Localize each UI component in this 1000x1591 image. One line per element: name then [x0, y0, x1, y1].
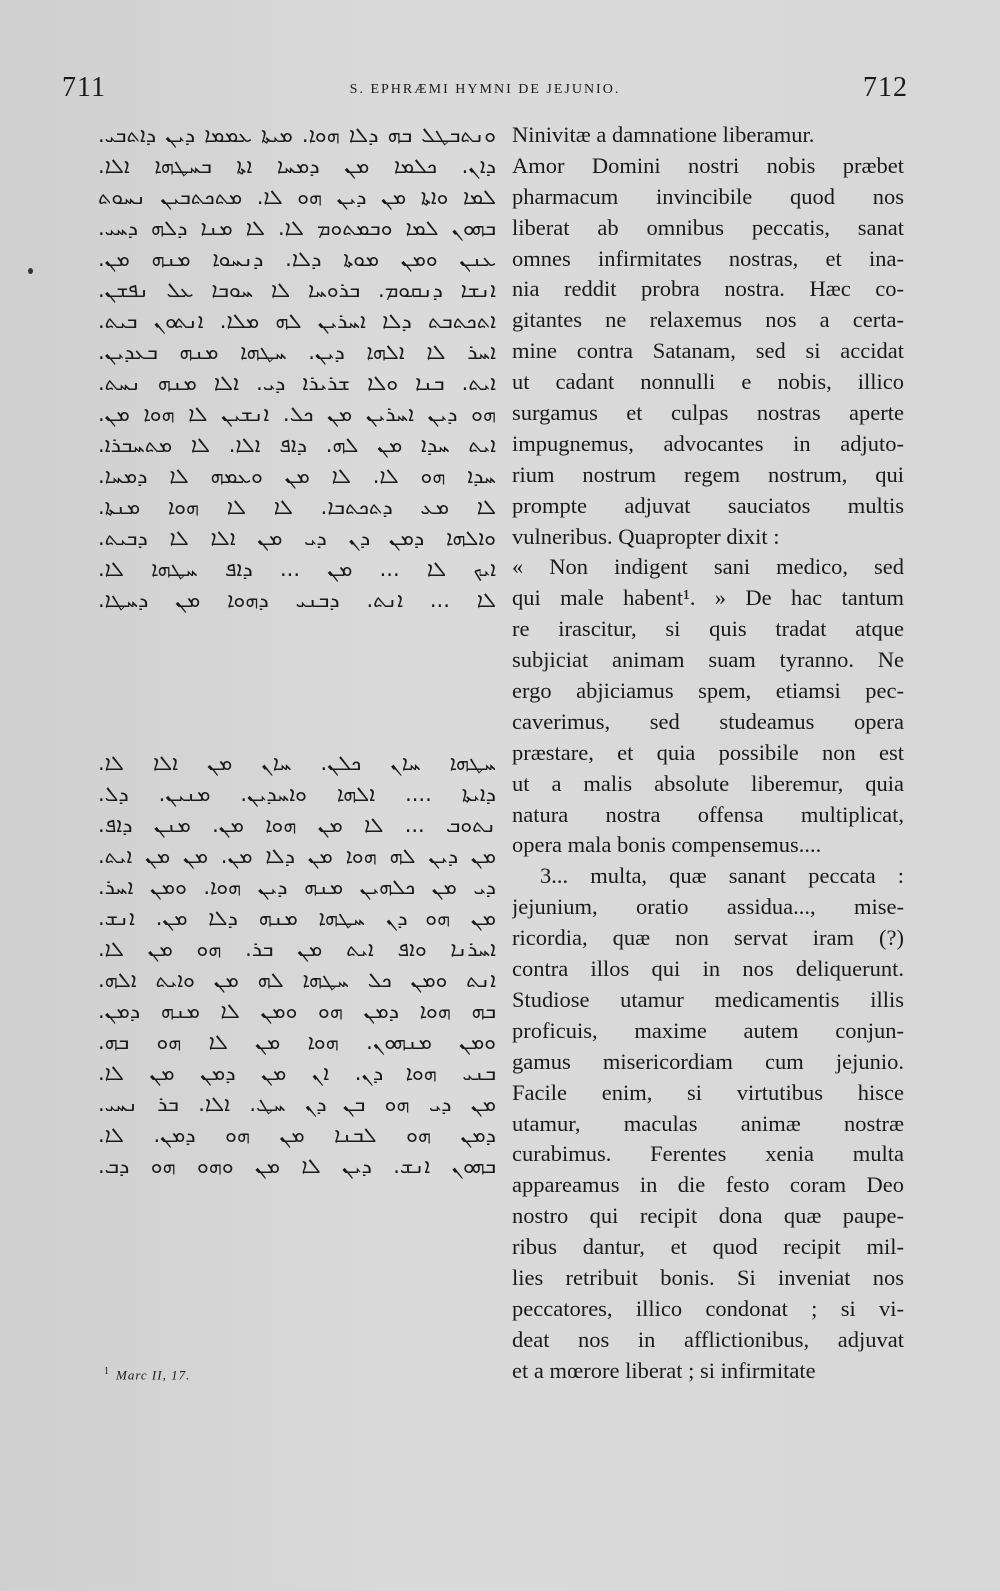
latin-line: omnes infirmitates nostras, et ina- [512, 245, 904, 271]
latin-line: mine contra Satanam, sed si accidat [512, 338, 904, 364]
latin-line: ut cadant nonnulli e nobis, illico [512, 369, 904, 395]
footnote [104, 1366, 190, 1383]
syriac-line: ܡܢ ܕܝܢ ܠܗ ܗܘܐ ܡܢ ܕܠܐ ܡܢ. ܡܢ ܡܢ ܐܝܬ. [98, 844, 496, 868]
syriac-line: ܢܬܘܒ ... ܠܐ ܡܢ ܗܘܐ ܡܢ. ܡܢܢ ܕܐܦ. [98, 813, 496, 837]
syriac-line: ܘܡܢ ܡܢܗܘܢ. ܗܘܐ ܡܢ ܠܐ ܗܘ ܒܗ. [98, 1030, 496, 1054]
latin-line: præstare, et quia possibile non est [512, 739, 904, 765]
ink-speck [28, 268, 33, 274]
latin-column [512, 120, 904, 1387]
footnote-text: Marc II, 17. [116, 1367, 191, 1383]
latin-line: contra illos qui in nos deliquerunt. [512, 956, 904, 982]
page-number-left: 711 [62, 72, 106, 103]
latin-line: 3... multa, quæ sanant peccata : [540, 863, 904, 889]
latin-line: caverimus, sed studeamus opera [512, 708, 904, 734]
syriac-line: ܐܚܪܢܐ ܘܐܦ ܐܝܬ ܡܢ ܒܪ. ܗܘ ܡܢ ܠܐ. [98, 937, 496, 961]
latin-line: jejunium, oratio assidua..., mise- [512, 894, 904, 920]
syriac-line: ܕܡܢ ܗܘ ܠܒܢܐ ܡܢ ܗܘ ܕܡܢ. ܠܐ. [98, 1123, 496, 1147]
syriac-column [98, 120, 496, 1182]
latin-line: Facile enim, si virtutibus hisce [512, 1079, 904, 1105]
syriac-line: ܗܘ ܕܝܢ ܐܚܪܝܢ ܡܢ ܟܠ. ܐܢܫܝܢ ܠܐ ܗܘܐ ܡܢ. [98, 402, 496, 426]
syriac-block-bottom [98, 748, 496, 1182]
latin-line: curabimus. Ferentes xenia multa [512, 1141, 904, 1167]
latin-line: appareamus in die festo coram Deo [512, 1172, 904, 1198]
syriac-line: ܐܝܬ. ܒܢܐ ܘܠܐ ܫܪܝܪܐ ܕܝ. ܐܠܐ ܡܢܗ ܢܚܬ. [98, 371, 496, 395]
latin-line: opera mala bonis compensemus.... [512, 832, 822, 858]
latin-line: ricordia, quæ non servat iram (?) [512, 925, 904, 951]
latin-line: ut a malis absolute liberemur, quia [512, 770, 904, 796]
latin-line: qui male habent¹. » De hac tantum [512, 585, 904, 611]
syriac-line: ܕܐܢ. ܟܠܡܐ ܡܢ ܕܡܚܐ ܐܬܐ ܒܚܛܗܐ ܐܠܐ. [98, 154, 496, 178]
latin-line: proficuis, maxime autem conjun- [512, 1017, 904, 1043]
latin-line: vulneribus. Quapropter dixit : [512, 523, 780, 549]
latin-line: et a mœrore liberat ; si infirmitate [512, 1357, 816, 1383]
syriac-line: ܚܕܐ ܗܘ ܠܐ. ܠܐ ܡܢ ܘܥܡܗ ܠܐ ܕܡܚܐ. [98, 464, 496, 488]
latin-line: gitantes ne relaxemus nos a certa- [512, 307, 904, 333]
syriac-line: ܐܝܬ ܚܕܐ ܡܢ ܠܗ. ܕܐܦ ܐܠܐ. ܠܐ ܡܬܚܒܪܐ. [98, 433, 496, 457]
latin-line: rium nostrum regem nostrum, qui [512, 461, 904, 487]
syriac-line: ܐܚܪ ܠܐ ܐܠܗܐ ܕܝܢ. ܚܛܗܐ ܡܢܗ ܒܥܕܝܢ. [98, 340, 496, 364]
syriac-line: ܠܡܐ ܘܐܬܐ ܡܢ ܕܝܢ ܗܘ ܠܐ. ܡܬܟܬܒܝܢ ܢܚܘܬ [98, 185, 496, 209]
latin-line: nia reddit probra nostra. Hæc co- [512, 276, 904, 302]
latin-line: Ninivitæ a damnatione liberamur. [512, 122, 815, 147]
syriac-line: ܘܢܬܒܛܠ ܒܗ ܕܠܐ ܗܘܐ. ܡܝܬܐ ܥܡܡܐ ܕܝܢ ܕܐܬܒܝ. [98, 123, 496, 147]
latin-line: utamur, maculas animæ nostræ [512, 1110, 904, 1136]
syriac-line: ܚܛܗܐ ܚܐܢ ܟܠܢ. ܚܐܢ ܡܢ ܐܠܐ ܠܐ. [98, 751, 496, 775]
syriac-line: ܕܝ ܡܢ ܟܠܗܝܢ ܡܢܗ ܕܝܢ ܗܘܐ. ܘܡܢ ܐܚܪ. [98, 875, 496, 899]
syriac-line: ܐܢܬ ܘܡܢ ܟܠ ܚܛܗܐ ܠܗ ܡܢ ܘܐܝܬ ܐܠܗ. [98, 968, 496, 992]
syriac-line: ܒܢܝ ܗܘܐ ܕܢ. ܐܢ ܡܢ ܕܡܢ ܡܢ ܠܐ. [98, 1061, 496, 1085]
syriac-line: ܘܐܠܗܐ ܕܡܢ ܕܢ ܕܝ ܡܢ ܐܠܐ ܠܐ ܕܒܝܬ. [98, 526, 496, 550]
latin-line: prompte adjuvat sauciatos multis [512, 492, 904, 518]
latin-line: deat nos in afflictionibus, adjuvat [512, 1326, 904, 1352]
page-number-right: 712 [863, 72, 908, 103]
syriac-line: ܕܐܝܬܐ .... ܐܠܗܐ ܘܐܚܕܝܢ. ܡܢܝܢ. ܕܠ. [98, 782, 496, 806]
latin-line: lies retribuit bonis. Si inveniat nos [512, 1264, 904, 1290]
latin-line: peccatores, illico condonat ; si vi- [512, 1295, 904, 1321]
latin-line: ergo abjiciamus spem, etiamsi pec- [512, 678, 904, 704]
syriac-line: ܥܢܢ ܘܡܢ ܡܘܬܐ ܕܠܐ. ܕܢܚܘܐ ܡܢܗ ܡܢ. [98, 247, 496, 271]
syriac-line: ܠܐ ... ܐܢܬ. ܕܒܢܝ ܕܗܘܐ ܡܢ ܕܚܛܐ. [98, 588, 496, 612]
latin-line: re irascitur, si quis tradat atque [512, 616, 904, 642]
latin-line: nostro qui recipit dona quæ paupe- [512, 1203, 904, 1229]
syriac-line: ܐܢܫܐ ܕܢܩܘܡ. ܒܪܘܚܐ ܠܐ ܚܘܒܐ ܥܠ ܢܦܫܢ. [98, 278, 496, 302]
latin-line: natura nostra offensa multiplicat, [512, 801, 904, 827]
syriac-line: ܡܢ ܗܘ ܕܢ ܚܛܗܐ ܡܢܗ ܕܠܐ ܡܢ. ܐܢܫ. [98, 906, 496, 930]
latin-line: gamus misericordiam cum jejunio. [512, 1048, 904, 1074]
latin-line: liberat ab omnibus peccatis, sanat [512, 214, 904, 240]
syriac-line: ܒܗܘܢ ܐܢܫ. ܕܝܢ ܠܐ ܡܢ ܘܗܘ ܗܘ ܕܒ. [98, 1154, 496, 1178]
syriac-line: ܐܬܟܬܒܬ ܕܠܐ ܐܚܪܝܢ ܠܗ ܡܠܐ. ܐܢܬܘܢ ܒܝܬ. [98, 309, 496, 333]
latin-line: pharmacum invincibile quod nos [512, 183, 904, 209]
latin-line: « Non indigent sani medico, sed [512, 554, 904, 580]
syriac-line: ܒܗ ܗܘܐ ܕܡܢ ܗܘ ܘܡܢ ܠܐ ܡܢܗ ܕܡܢ. [98, 999, 496, 1023]
footnote-mark: 1 [104, 1366, 110, 1377]
syriac-line: ܠܐ ܡܥ ܕܬܟܬܒܐ. ܠܐ ܠܐ ܗܘܐ ܡܢܬܐ. [98, 495, 496, 519]
syriac-line: ܡܢ ܕܝ ܗܘ ܒܢ ܕܢ ܚܛ. ܐܠܐ. ܒܪ ܢܚܝ. [98, 1092, 496, 1116]
syriac-line: ܒܗܘܢ ܠܡܐ ܘܒܡܬܘܡ ܠܐ. ܠܐ ܡܢܐ ܕܠܗ ܕܚܝ. [98, 216, 496, 240]
latin-line: impugnemus, advocantes in adjuto- [512, 430, 904, 456]
syriac-line: ܐܝܟ ܠܐ ... ܡܢ ... ܕܐܦ ܚܛܗܐ ܠܐ. [98, 557, 496, 581]
syriac-block-top [98, 120, 496, 616]
latin-line: surgamus et culpas nostras aperte [512, 400, 904, 426]
page-header [62, 72, 908, 108]
latin-line: subjiciat animam suam tyranno. Ne [512, 647, 904, 673]
latin-line: ribus dantur, et quod recipit mil- [512, 1234, 904, 1260]
stanza-gap [98, 616, 496, 748]
running-title: S. EPHRÆMI HYMNI DE JEJUNIO. [349, 82, 621, 97]
latin-line: Amor Domini nostri nobis præbet [512, 152, 904, 178]
latin-line: Studiose utamur medicamentis illis [512, 986, 904, 1012]
